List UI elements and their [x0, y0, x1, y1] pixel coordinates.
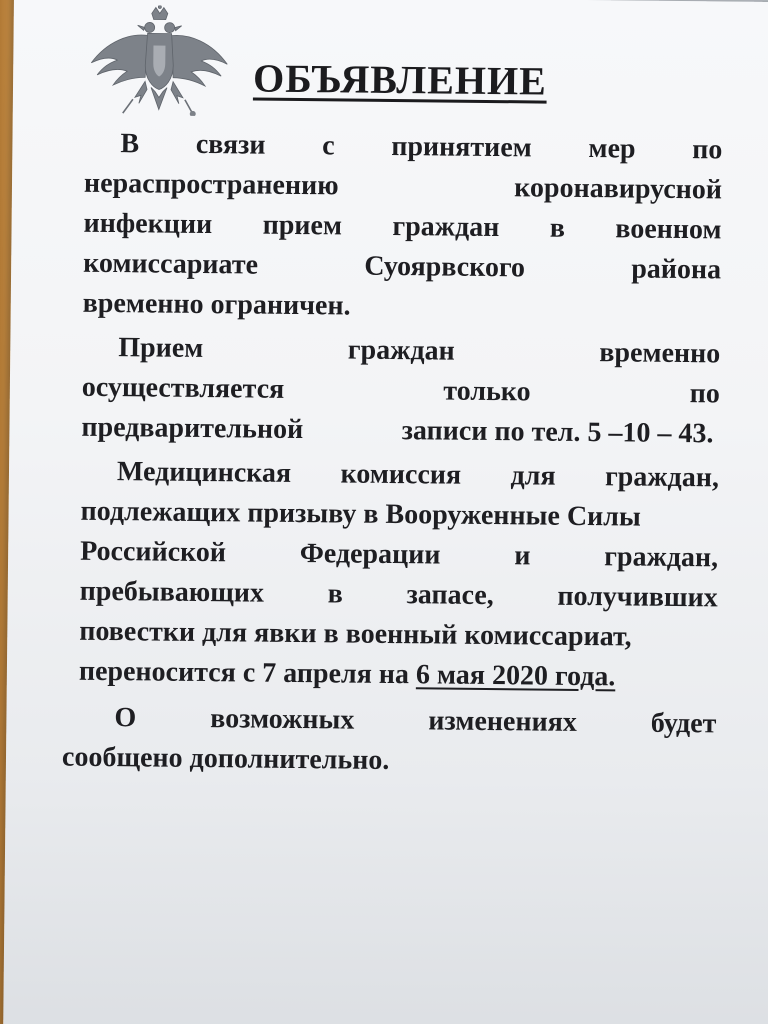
word: связи [195, 128, 266, 161]
word: О [114, 702, 137, 734]
new-date-underlined: 6 мая 2020 года. [415, 659, 616, 693]
paragraph-3-line-3 [80, 535, 718, 576]
word: Российской [80, 535, 227, 569]
word: военном [615, 213, 722, 246]
word: в [327, 578, 344, 610]
word: возможных [210, 703, 355, 736]
paragraph-2-line-3 [81, 411, 713, 452]
word: и [514, 540, 531, 572]
word: инфекции [83, 207, 213, 241]
word: осуществляется [81, 371, 285, 405]
word: для [510, 460, 556, 492]
word: предварительной [81, 411, 304, 446]
word: запасе, [406, 579, 494, 612]
word: комиссариате [83, 247, 259, 281]
word: граждан [347, 334, 455, 367]
paragraph-2-line-1 [118, 331, 720, 371]
paragraph-3-line-2: подлежащих призыву в Вооруженные Силы [80, 495, 642, 533]
word: по [689, 378, 720, 410]
paragraph-2-line-2 [82, 371, 720, 412]
paragraph-1-line-2 [84, 167, 722, 208]
paragraph-3-line-5: повестки для явки в военный комиссариат, [79, 615, 632, 653]
word: В [120, 128, 140, 160]
paragraph-1-line-3 [83, 207, 721, 248]
word: Суоярвского [364, 250, 526, 284]
notice-title: ОБЪЯВЛЕНИЕ [252, 55, 548, 104]
word: граждан, [604, 541, 719, 574]
paragraph-3-line-4 [80, 575, 718, 616]
word: будет [650, 707, 717, 740]
double-headed-eagle-emblem-icon [89, 5, 230, 116]
word: Федерации [299, 538, 441, 571]
word: изменениях [428, 705, 578, 738]
word: временно [599, 337, 721, 370]
paragraph-1-line-4 [83, 247, 721, 288]
notice-sheet [3, 0, 768, 1024]
word: по [692, 134, 723, 166]
paragraph-3-line-6 [79, 655, 616, 695]
word: комиссия [340, 458, 462, 491]
word: граждан, [604, 461, 720, 494]
paragraph-4-line-2: сообщено дополнительно. [61, 741, 390, 776]
paragraph-3-line-1 [117, 455, 719, 495]
word: пребывающих [79, 575, 265, 609]
word: в [549, 212, 566, 244]
word: получивших [557, 580, 718, 614]
postponement-text: переносится с 7 апреля на [78, 655, 417, 691]
word: только [443, 375, 531, 408]
word: Медицинская [116, 456, 292, 489]
word: мер [588, 133, 636, 165]
word: Прием [118, 332, 204, 365]
word: коронавирусной [514, 172, 723, 206]
word: с [322, 130, 335, 162]
word: района [631, 253, 722, 286]
paragraph-1-line-5: временно ограничен. [82, 287, 351, 322]
paragraph-1-line-1 [120, 127, 722, 167]
word: принятием [391, 130, 532, 164]
word: нераспространению [83, 167, 339, 202]
word: записи по тел. 5 –10 – 43. [401, 415, 714, 450]
paragraph-4-line-1 [114, 701, 716, 741]
word: прием [262, 209, 343, 242]
word: граждан [392, 210, 500, 244]
